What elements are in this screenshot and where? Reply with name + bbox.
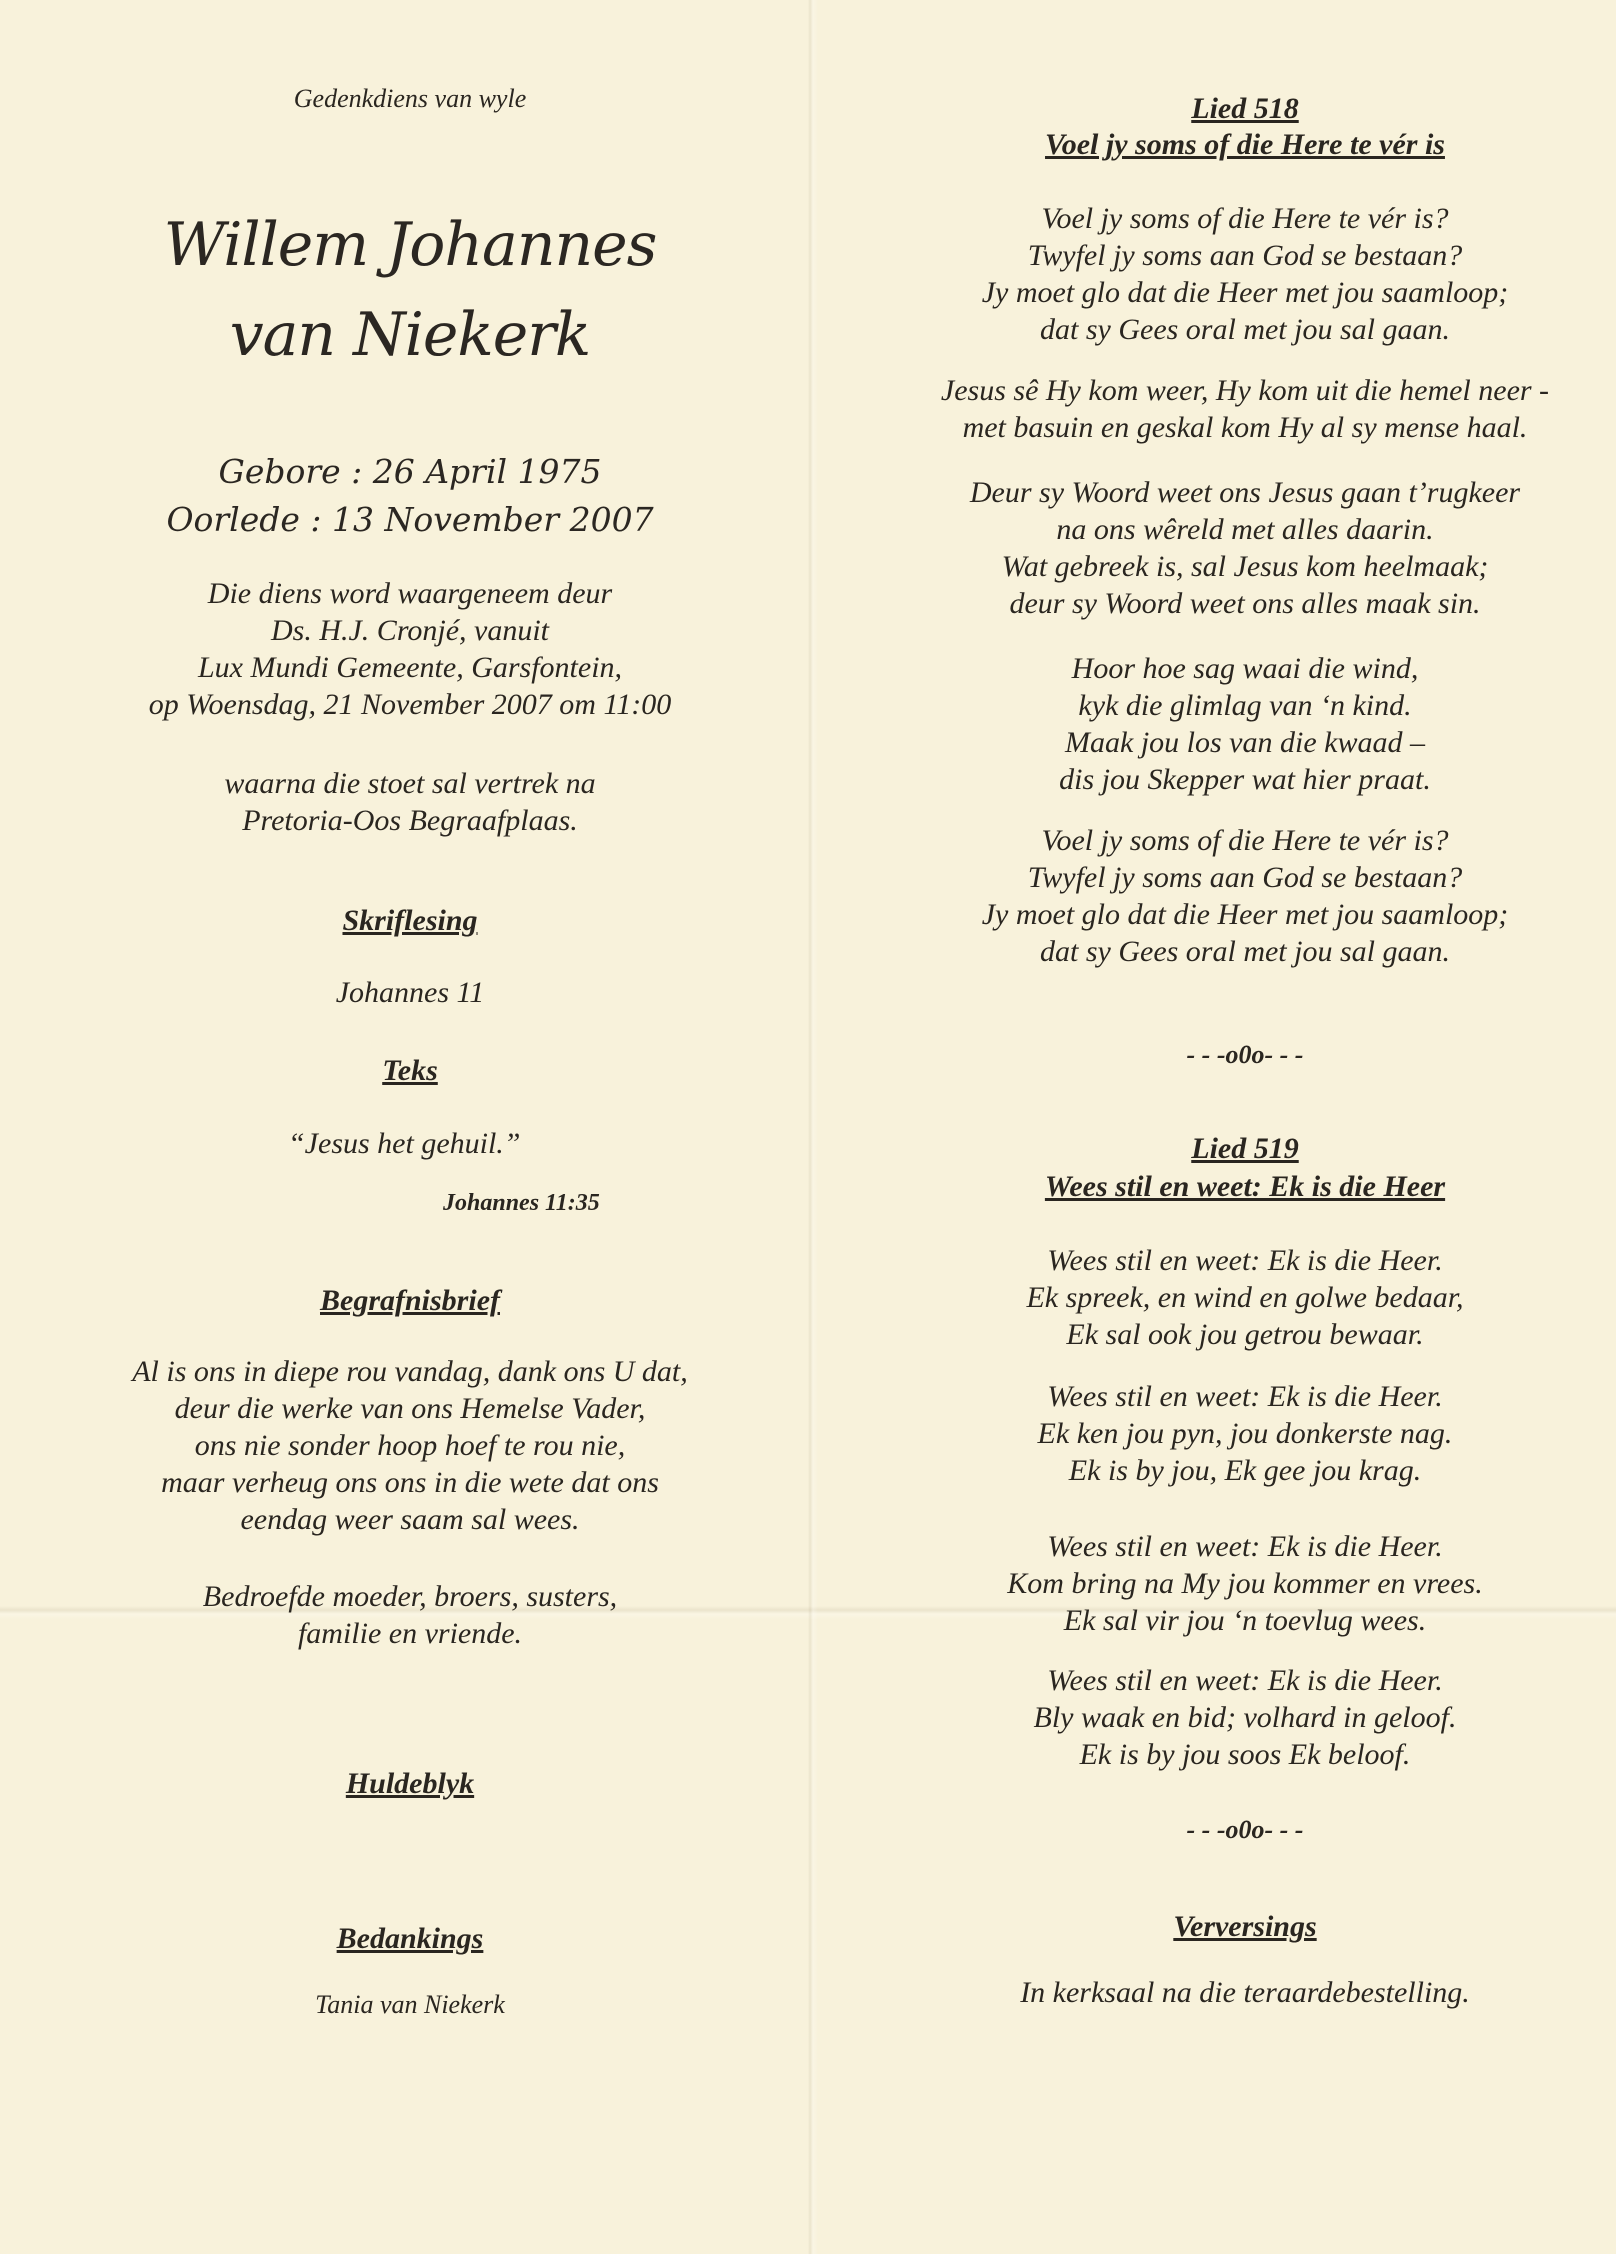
verse-line: Ek is by jou, Ek gee jou krag. bbox=[1068, 1454, 1422, 1487]
letter-heading: Begrafnisbrief bbox=[320, 1284, 500, 1317]
hymn1-verse bbox=[860, 822, 1616, 970]
verse-line: met basuin en geskal kom Hy al sy mense haal. bbox=[962, 411, 1528, 444]
verse-line: na ons wêreld met alles daarin. bbox=[1056, 513, 1434, 546]
hymn1-title: Voel jy soms of die Here te vér is bbox=[1045, 128, 1445, 161]
verse-line: Ek spreek, en wind en golwe bedaar, bbox=[1026, 1281, 1464, 1314]
birth-date: Gebore : 26 April 1975 bbox=[218, 452, 602, 491]
separator: - - -o0o- - - bbox=[1186, 1815, 1304, 1844]
service-line: Lux Mundi Gemeente, Garsfontein, bbox=[197, 651, 623, 684]
scripture-heading: Skriflesing bbox=[342, 904, 478, 937]
verse-line: dat sy Gees oral met jou sal gaan. bbox=[1040, 313, 1450, 346]
funeral-letter bbox=[60, 1353, 760, 1538]
verse-line: dis jou Skepper wat hier praat. bbox=[1059, 763, 1431, 796]
hymn1-verse bbox=[860, 200, 1616, 348]
verse-line: Jy moet glo dat die Heer met jou saamloop; bbox=[981, 276, 1509, 309]
hymn1-chorus bbox=[860, 372, 1616, 446]
separator: - - -o0o- - - bbox=[1186, 1040, 1304, 1069]
service-details bbox=[60, 575, 760, 723]
thanks-name: Tania van Niekerk bbox=[315, 1990, 505, 2019]
verse-line: Kom bring na My jou kommer en vrees. bbox=[1007, 1567, 1483, 1600]
refresh-text: In kerksaal na die teraardebestelling. bbox=[1020, 1976, 1470, 2009]
death-date: Oorlede : 13 November 2007 bbox=[166, 500, 654, 539]
verse-line: Deur sy Woord weet ons Jesus gaan t’rugkeer bbox=[969, 476, 1521, 509]
verse-line: Ek is by jou soos Ek beloof. bbox=[1079, 1738, 1411, 1771]
refresh-heading: Verversings bbox=[1173, 1910, 1317, 1943]
tribute-heading: Huldeblyk bbox=[345, 1767, 475, 1800]
verse-line: Bly waak en bid; volhard in geloof. bbox=[1033, 1701, 1457, 1734]
service-line: Ds. H.J. Cronjé, vanuit bbox=[270, 614, 550, 647]
verse-line: deur sy Woord weet ons alles maak sin. bbox=[1009, 587, 1481, 620]
letter-line: maar verheug ons ons in die wete dat ons bbox=[161, 1466, 659, 1499]
hymn2-verse bbox=[860, 1242, 1616, 1353]
verse-line: Voel jy soms of die Here te vér is? bbox=[1041, 824, 1449, 857]
verse-line: Wees stil en weet: Ek is die Heer. bbox=[1047, 1380, 1443, 1413]
verse-line: Voel jy soms of die Here te vér is? bbox=[1041, 202, 1449, 235]
letter-line: ons nie sonder hoop hoef te rou nie, bbox=[194, 1429, 626, 1462]
verse-line: Wat gebreek is, sal Jesus kom heelmaak; bbox=[1001, 550, 1489, 583]
service-line: op Woensdag, 21 November 2007 om 11:00 bbox=[148, 688, 672, 721]
procession-line: Pretoria-Oos Begraafplaas. bbox=[242, 804, 578, 837]
scripture-reading: Johannes 11 bbox=[335, 976, 485, 1009]
letter-line: deur die werke van ons Hemelse Vader, bbox=[174, 1392, 646, 1425]
service-line: Die diens word waargeneem deur bbox=[207, 577, 613, 610]
text-reference: Johannes 11:35 bbox=[443, 1190, 600, 1216]
verse-line: Twyfel jy soms aan God se bestaan? bbox=[1027, 239, 1463, 272]
verse-line: Wees stil en weet: Ek is die Heer. bbox=[1047, 1530, 1443, 1563]
mourners bbox=[60, 1578, 760, 1652]
deceased-name bbox=[60, 200, 760, 380]
mourners-line: familie en vriende. bbox=[297, 1617, 523, 1650]
deceased-name-line-1: Willem Johannes bbox=[163, 210, 657, 280]
hymn1-number: Lied 518 bbox=[1191, 92, 1299, 125]
thanks-heading: Bedankings bbox=[336, 1922, 484, 1955]
mourners-line: Bedroefde moeder, broers, susters, bbox=[202, 1580, 618, 1613]
verse-line: Ek sal vir jou ‘n toevlug wees. bbox=[1063, 1604, 1427, 1637]
procession-line: waarna die stoet sal vertrek na bbox=[224, 767, 596, 800]
hymn2-title: Wees stil en weet: Ek is die Heer bbox=[1044, 1170, 1446, 1203]
hymn1-verse bbox=[860, 474, 1616, 622]
verse-line: Jesus sê Hy kom weer, Hy kom uit die hemel neer - bbox=[940, 374, 1550, 407]
life-dates bbox=[60, 448, 760, 544]
procession-details bbox=[60, 765, 760, 839]
verse-line: Ek ken jou pyn, jou donkerste nag. bbox=[1037, 1417, 1453, 1450]
verse-line: Hoor hoe sag waai die wind, bbox=[1071, 652, 1419, 685]
verse-line: Wees stil en weet: Ek is die Heer. bbox=[1047, 1244, 1443, 1277]
verse-line: kyk die glimlag van ‘n kind. bbox=[1078, 689, 1412, 722]
verse-line: Wees stil en weet: Ek is die Heer. bbox=[1047, 1664, 1443, 1697]
hymn2-verse bbox=[860, 1378, 1616, 1489]
verse-line: Ek sal ook jou getrou bewaar. bbox=[1066, 1318, 1424, 1351]
deceased-name-line-2: van Niekerk bbox=[229, 300, 591, 370]
verse-line: Jy moet glo dat die Heer met jou saamloop; bbox=[981, 898, 1509, 931]
hymn2-verse bbox=[860, 1662, 1616, 1773]
hymn1-bridge bbox=[860, 650, 1616, 798]
verse-line: dat sy Gees oral met jou sal gaan. bbox=[1040, 935, 1450, 968]
verse-line: Maak jou los van die kwaad – bbox=[1065, 726, 1425, 759]
text-heading: Teks bbox=[382, 1054, 438, 1087]
letter-line: Al is ons in diepe rou vandag, dank ons U dat, bbox=[132, 1355, 688, 1388]
hymn2-number: Lied 519 bbox=[1191, 1132, 1299, 1165]
letter-line: eendag weer saam sal wees. bbox=[240, 1503, 580, 1536]
intro-text: Gedenkdiens van wyle bbox=[293, 84, 527, 113]
hymn2-verse bbox=[860, 1528, 1616, 1639]
verse-line: Twyfel jy soms aan God se bestaan? bbox=[1027, 861, 1463, 894]
text-quote: “Jesus het gehuil.” bbox=[288, 1127, 521, 1160]
